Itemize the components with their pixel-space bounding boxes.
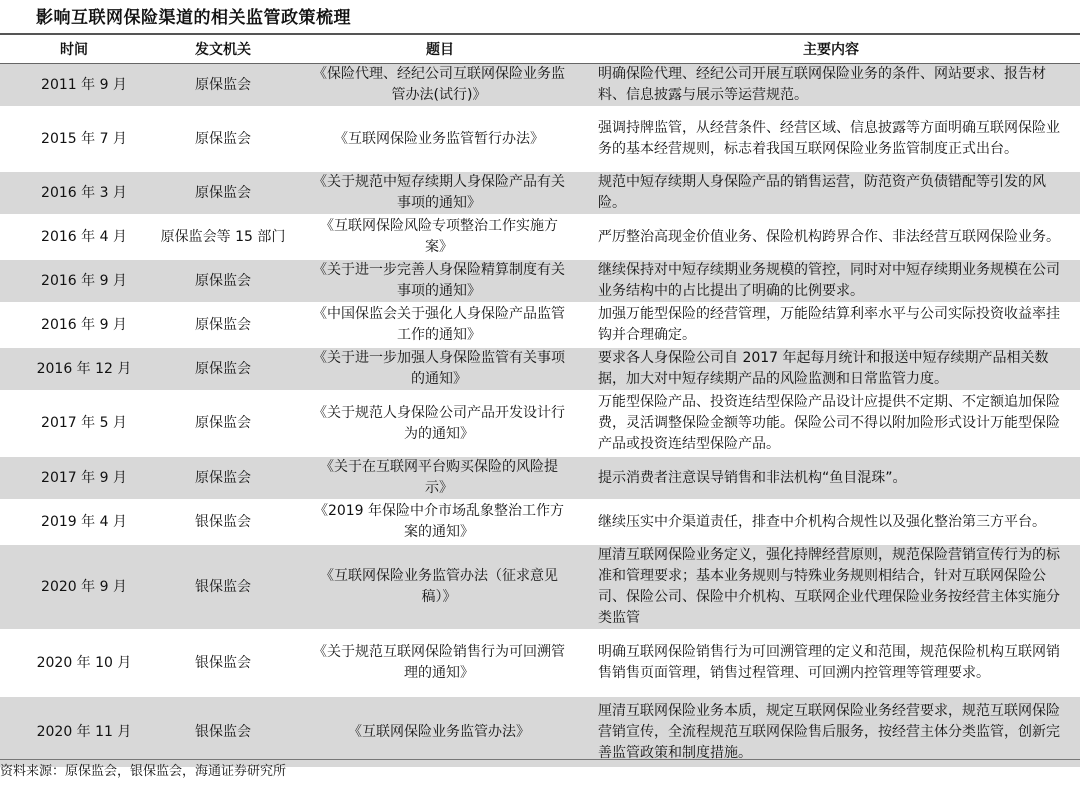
cell-subject: 《中国保监会关于强化人身保险产品监管工作的通知》 [298,303,582,347]
cell-issuer: 银保监会 [148,500,298,544]
cell-subject: 《关于进一步加强人身保险监管有关事项的通知》 [298,347,582,391]
cell-content: 万能型保险产品、投资连结型保险产品设计应提供不定期、不定额追加保险费，灵活调整保险金额等功能。保险公司不得以附加险形式设计万能型保险产品或投资连结型保险产品。 [582,391,1080,456]
cell-content: 厘清互联网保险业务定义，强化持牌经营原则，规范保险营销宣传行为的标准和管理要求；基本业务规则与特殊业务规则相结合，针对互联网保险公司、保险公司、保险中介机构、互联网企业代理保险业务按经营主体实施分类监管 [582,544,1080,630]
table-row [0,107,1080,171]
cell-issuer: 原保监会 [148,391,298,456]
cell-time: 2016 年 4 月 [0,215,148,259]
cell-content: 继续保持对中短存续期业务规模的管控，同时对中短存续期业务规模在公司业务结构中的占比提出了明确的比例要求。 [582,259,1080,303]
table-row [0,64,1080,108]
policy-table [0,35,1080,769]
cell-issuer: 原保监会等 15 部门 [148,215,298,259]
table-header-row [0,35,1080,64]
cell-content: 明确互联网保险销售行为可回溯管理的定义和范围，规范保险机构互联网销售销售页面管理，销售过程管理、可回溯内控管理等管理要求。 [582,630,1080,696]
cell-subject: 《关于在互联网平台购买保险的风险提示》 [298,456,582,500]
cell-subject: 《互联网保险风险专项整治工作实施方案》 [298,215,582,259]
cell-time: 2017 年 9 月 [0,456,148,500]
cell-content: 严厉整治高现金价值业务、保险机构跨界合作、非法经营互联网保险业务。 [582,215,1080,259]
table-row [0,630,1080,696]
footer-divider [0,759,1080,760]
cell-content: 明确保险代理、经纪公司开展互联网保险业务的条件、网站要求、报告材料、信息披露与展示等运营规范。 [582,64,1080,108]
cell-subject: 《互联网保险业务监管办法（征求意见稿）》 [298,544,582,630]
cell-time: 2015 年 7 月 [0,107,148,171]
cell-subject: 《关于进一步完善人身保险精算制度有关事项的通知》 [298,259,582,303]
cell-time: 2011 年 9 月 [0,64,148,108]
cell-subject: 《互联网保险业务监管暂行办法》 [298,107,582,171]
cell-time: 2017 年 5 月 [0,391,148,456]
cell-time: 2020 年 10 月 [0,630,148,696]
cell-content: 要求各人身保险公司自 2017 年起每月统计和报送中短存续期产品相关数据，加大对中短存续期产品的风险监测和日常监管力度。 [582,347,1080,391]
cell-issuer: 原保监会 [148,347,298,391]
table-row [0,696,1080,768]
cell-time: 2016 年 9 月 [0,303,148,347]
cell-content: 强调持牌监管，从经营条件、经营区域、信息披露等方面明确互联网保险业务的基本经营规则，标志着我国互联网保险业务监管制度正式出台。 [582,107,1080,171]
table-row [0,215,1080,259]
cell-time: 2020 年 11 月 [0,696,148,768]
header-subject: 题目 [298,35,582,64]
cell-time: 2016 年 3 月 [0,171,148,215]
table-row [0,456,1080,500]
cell-issuer: 银保监会 [148,696,298,768]
cell-issuer: 原保监会 [148,303,298,347]
cell-content: 加强万能型保险的经营管理，万能险结算利率水平与公司实际投资收益率挂钩并合理确定。 [582,303,1080,347]
cell-content: 提示消费者注意误导销售和非法机构“鱼目混珠”。 [582,456,1080,500]
table-row [0,259,1080,303]
cell-content: 厘清互联网保险业务本质，规定互联网保险业务经营要求，规范互联网保险营销宣传，全流程规范互联网保险售后服务，按经营主体分类监管，创新完善监管政策和制度措施。 [582,696,1080,768]
cell-issuer: 原保监会 [148,107,298,171]
cell-time: 2020 年 9 月 [0,544,148,630]
cell-issuer: 原保监会 [148,259,298,303]
source-note: 资料来源：原保监会，银保监会，海通证券研究所 [0,764,287,779]
cell-subject: 《保险代理、经纪公司互联网保险业务监管办法(试行)》 [298,64,582,108]
cell-issuer: 银保监会 [148,630,298,696]
cell-time: 2019 年 4 月 [0,500,148,544]
cell-issuer: 原保监会 [148,64,298,108]
cell-subject: 《关于规范人身保险公司产品开发设计行为的通知》 [298,391,582,456]
header-time: 时间 [0,35,148,64]
header-issuer: 发文机关 [148,35,298,64]
table-row [0,544,1080,630]
cell-subject: 《关于规范中短存续期人身保险产品有关事项的通知》 [298,171,582,215]
cell-subject: 《互联网保险业务监管办法》 [298,696,582,768]
cell-subject: 《2019 年保险中介市场乱象整治工作方案的通知》 [298,500,582,544]
table-row [0,347,1080,391]
cell-content: 继续压实中介渠道责任，排查中介机构合规性以及强化整治第三方平台。 [582,500,1080,544]
cell-issuer: 银保监会 [148,544,298,630]
cell-issuer: 原保监会 [148,456,298,500]
cell-time: 2016 年 9 月 [0,259,148,303]
header-content: 主要内容 [582,35,1080,64]
cell-issuer: 原保监会 [148,171,298,215]
table-title: 影响互联网保险渠道的相关监管政策梳理 [36,8,351,28]
cell-subject: 《关于规范互联网保险销售行为可回溯管理的通知》 [298,630,582,696]
cell-time: 2016 年 12 月 [0,347,148,391]
table-row [0,303,1080,347]
cell-content: 规范中短存续期人身保险产品的销售运营，防范资产负债错配等引发的风险。 [582,171,1080,215]
table-row [0,500,1080,544]
table-row [0,171,1080,215]
table-row [0,391,1080,456]
